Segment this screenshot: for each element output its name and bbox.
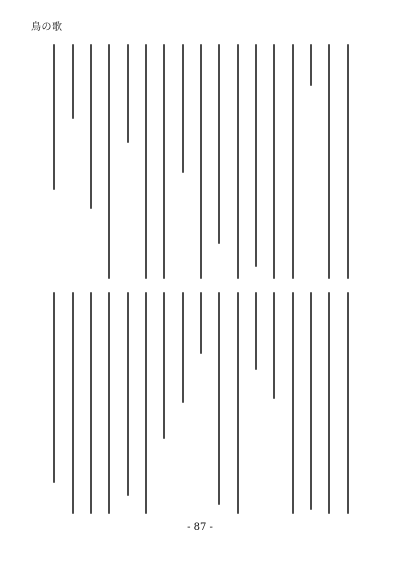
text-column (108, 292, 110, 514)
text-column (200, 44, 202, 279)
text-column (90, 44, 92, 209)
text-column (237, 292, 239, 514)
text-column (90, 292, 92, 514)
text-column (273, 44, 275, 279)
body-text-bottom-block (44, 292, 356, 514)
text-column (273, 292, 275, 399)
text-column (53, 44, 55, 190)
text-column (310, 44, 312, 86)
text-column (182, 44, 184, 173)
text-column (292, 44, 294, 279)
text-column (163, 292, 165, 439)
text-column (108, 44, 110, 279)
text-column (347, 292, 349, 514)
text-column (72, 292, 74, 514)
text-column (328, 292, 330, 514)
text-column (127, 292, 129, 496)
text-column (127, 44, 129, 143)
text-column (182, 292, 184, 403)
text-column (163, 44, 165, 279)
running-head: 鳥の歌 (31, 22, 63, 33)
text-column (310, 292, 312, 510)
text-column (53, 292, 55, 483)
text-column (255, 44, 257, 267)
text-column (145, 292, 147, 514)
text-column (255, 292, 257, 370)
text-column (218, 292, 220, 505)
text-column (328, 44, 330, 279)
text-column (292, 292, 294, 514)
text-column (145, 44, 147, 279)
text-column (237, 44, 239, 279)
body-text-top-block (44, 44, 356, 279)
text-column (347, 44, 349, 279)
text-column (200, 292, 202, 354)
text-column (218, 44, 220, 244)
page-number: - 87 - (187, 522, 213, 533)
text-column (72, 44, 74, 119)
